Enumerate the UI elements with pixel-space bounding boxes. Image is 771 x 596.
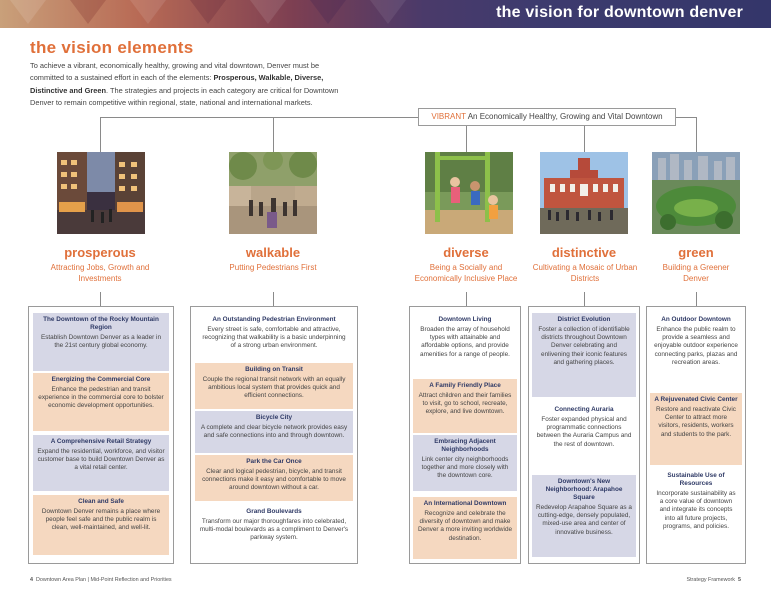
- strategy-title: An International Downtown: [423, 500, 507, 507]
- strategy-card: [413, 379, 517, 433]
- strategy-body: Broaden the array of household types with attainable and affordable options, and provide amenities for a range of people.: [420, 326, 510, 358]
- connector-line: [273, 117, 274, 152]
- column-box-walkable: [190, 306, 358, 564]
- strategy-title: District Evolution: [557, 316, 611, 323]
- strategy-title: Energizing the Commercial Core: [51, 376, 151, 383]
- strategy-title: Bicycle City: [255, 414, 293, 421]
- union-station-photo: [540, 152, 628, 234]
- strategy-card: [413, 313, 517, 375]
- strategy-body: Incorporate sustainability as a core value of downtown and integrate its concepts into all future projects, programs, and policies.: [656, 490, 736, 530]
- strategy-body: Downtown Denver remains a place where people feel safe and the public realm is clean, well-maintained, and well-lit.: [41, 508, 161, 532]
- strategy-title: Sustainable Use of Resources: [667, 472, 725, 487]
- strategy-title: An Outdoor Downtown: [661, 316, 731, 323]
- banner-decoration: [10, 0, 46, 24]
- strategy-body: Expand the residential, workforce, and visitor customer base to build Downtown Denver as a vital retail center.: [37, 448, 165, 472]
- column-title-walkable: walkable: [245, 245, 301, 260]
- strategy-card: [33, 495, 169, 555]
- strategy-title: Embracing Adjacent Neighborhoods: [434, 438, 496, 453]
- intro-bold-elements: Prosperous, Walkable, Diverse, Distinctive and Green: [30, 73, 324, 95]
- strategy-card: [532, 403, 636, 467]
- strategy-body: Attract children and their families to visit, go to school, recreate, explore, and live downtown.: [418, 392, 512, 416]
- vision-statement-box: [418, 108, 676, 126]
- page-number-left: 4: [30, 577, 33, 583]
- connector-line: [584, 292, 585, 306]
- strategy-card: [532, 313, 636, 397]
- strategy-body: Enhance the pedestrian and transit experience in the commercial core to bolster economic development opportunities.: [38, 386, 164, 410]
- strategy-title: The Downtown of the Rocky Mountain Region: [43, 316, 159, 331]
- strategy-title: Park the Car Once: [246, 458, 302, 465]
- strategy-title: Grand Boulevards: [246, 508, 302, 515]
- intro-text-end: . The strategies and projects in each category are critical for Downtown Denver to remain competitive within regional, state, national and international markets.: [30, 85, 339, 108]
- strategy-body: Recognize and celebrate the diversity of downtown and make Denver a more inviting worldwide destination.: [417, 510, 513, 542]
- strategy-body: Every street is safe, comfortable and attractive, recognizing that walkability is a basic underpinning of a strong urban environment.: [202, 326, 346, 350]
- vision-text: An Economically Healthy, Growing and Vital Downtown: [467, 112, 663, 121]
- banner-decoration: [190, 0, 226, 24]
- strategy-card: [650, 393, 742, 465]
- strategy-title: Downtown's New Neighborhood: Arapahoe Square: [545, 478, 623, 501]
- connector-line: [100, 292, 101, 306]
- strategy-card: [532, 475, 636, 557]
- strategy-card: [195, 411, 353, 453]
- connector-line: [466, 126, 467, 152]
- page-header-title: the vision for downtown denver: [496, 4, 743, 21]
- strategy-title: A Comprehensive Retail Strategy: [50, 438, 152, 445]
- aerial-city-park-photo: [652, 152, 740, 234]
- strategy-title: Clean and Safe: [78, 498, 124, 505]
- strategy-card: [195, 313, 353, 359]
- strategy-title: An Outstanding Pedestrian Environment: [212, 316, 336, 323]
- vision-keyword: VIBRANT: [431, 112, 466, 121]
- strategy-card: [195, 363, 353, 409]
- strategy-title: Connecting Auraria: [554, 406, 614, 413]
- column-title-green: green: [678, 245, 714, 260]
- connector-line: [100, 117, 418, 118]
- strategy-card: [33, 373, 169, 431]
- footer-left: [30, 577, 172, 583]
- column-title-diverse: diverse: [443, 245, 489, 260]
- column-title-prosperous: prosperous: [64, 245, 136, 260]
- connector-line: [100, 117, 101, 152]
- strategy-body: Establish Downtown Denver as a leader in the 21st century global economy.: [40, 334, 162, 350]
- connector-line: [696, 292, 697, 306]
- strategy-card: [650, 313, 742, 389]
- banner-decoration: [70, 0, 106, 24]
- children-playground-photo: [425, 152, 513, 234]
- column-box-diverse: [409, 306, 521, 564]
- strategy-body: A complete and clear bicycle network provides easy and safe connections into and through downtown.: [200, 424, 348, 440]
- strategy-title: Downtown Living: [438, 316, 492, 323]
- strategy-card: [195, 455, 353, 501]
- intro-text-start: To achieve a vibrant, economically healthy, growing and vital downtown, Denver must be committed to a sustained effort in each of the elements:: [30, 61, 320, 83]
- strategy-card: [413, 435, 517, 491]
- strategy-title: Building on Transit: [245, 366, 303, 373]
- banner-decoration: [370, 0, 406, 24]
- header-banner: [0, 0, 771, 28]
- connector-line: [584, 126, 585, 152]
- column-subtitle-distinctive: Cultivating a Mosaic of Urban Districts: [532, 263, 638, 283]
- strategy-body: Enhance the public realm to provide a seamless and enjoyable outdoor experience connecting parks, plazas and recreation areas.: [654, 326, 738, 366]
- city-street-night-photo: [57, 152, 145, 234]
- strategy-body: Link center city neighborhoods together and more closely with the downtown core.: [421, 456, 509, 480]
- connector-line: [696, 117, 697, 152]
- strategy-card: [33, 435, 169, 491]
- banner-decoration: [310, 0, 346, 24]
- banner-decoration: [130, 0, 166, 24]
- strategy-title: A Family Friendly Place: [429, 382, 501, 389]
- strategy-card: [650, 469, 742, 559]
- column-subtitle-prosperous: Attracting Jobs, Growth and Investments: [50, 263, 150, 283]
- connector-line: [273, 292, 274, 306]
- banner-decoration: [250, 0, 286, 24]
- column-subtitle-walkable: Putting Pedestrians First: [229, 263, 317, 272]
- footer-right: [686, 577, 741, 583]
- intro-paragraph: [30, 60, 348, 110]
- footer-left-text: Downtown Area Plan | Mid-Point Reflection and Priorities: [36, 577, 172, 583]
- page-number-right: 5: [738, 577, 741, 583]
- strategy-body: Couple the regional transit network with an equally ambitious local system that provides quick and efficient connections.: [202, 376, 346, 400]
- footer-right-text: Strategy Framework: [686, 577, 735, 583]
- strategy-card: [33, 313, 169, 371]
- strategy-card: [195, 505, 353, 557]
- column-box-distinctive: [528, 306, 640, 564]
- strategy-body: Restore and reactivate Civic Center to attract more visitors, residents, workers and students to the park.: [656, 406, 736, 438]
- strategy-body: Clear and logical pedestrian, bicycle, and transit connections make it easy and comfortable to move around downtown without a car.: [202, 468, 346, 492]
- column-subtitle-diverse: Being a Socially and Economically Inclusive Place: [414, 263, 518, 283]
- connector-line: [676, 117, 696, 118]
- column-box-green: [646, 306, 746, 564]
- connector-line: [466, 292, 467, 306]
- strategy-card: [413, 497, 517, 559]
- column-subtitle-green: Building a Greener Denver: [662, 263, 730, 283]
- section-title: the vision elements: [30, 38, 194, 57]
- strategy-body: Foster a collection of identifiable districts throughout Downtown Denver celebrating and enlivening their iconic features and gathering places.: [538, 326, 630, 366]
- strategy-title: A Rejuvenated Civic Center: [654, 396, 738, 403]
- strategy-body: Foster expanded physical and programmatic connections between the Auraria Campus and the rest of downtown.: [536, 416, 632, 448]
- strategy-body: Transform our major thoroughfares into celebrated, multi-modal boulevards as a compliment to Denver's parkway system.: [199, 518, 349, 542]
- column-box-prosperous: [28, 306, 174, 564]
- strategy-body: Redevelop Arapahoe Square as a cutting-edge, densely populated, mixed-use area and center of innovative business.: [536, 504, 632, 536]
- pedestrian-mall-photo: [229, 152, 317, 234]
- column-title-distinctive: distinctive: [551, 245, 617, 260]
